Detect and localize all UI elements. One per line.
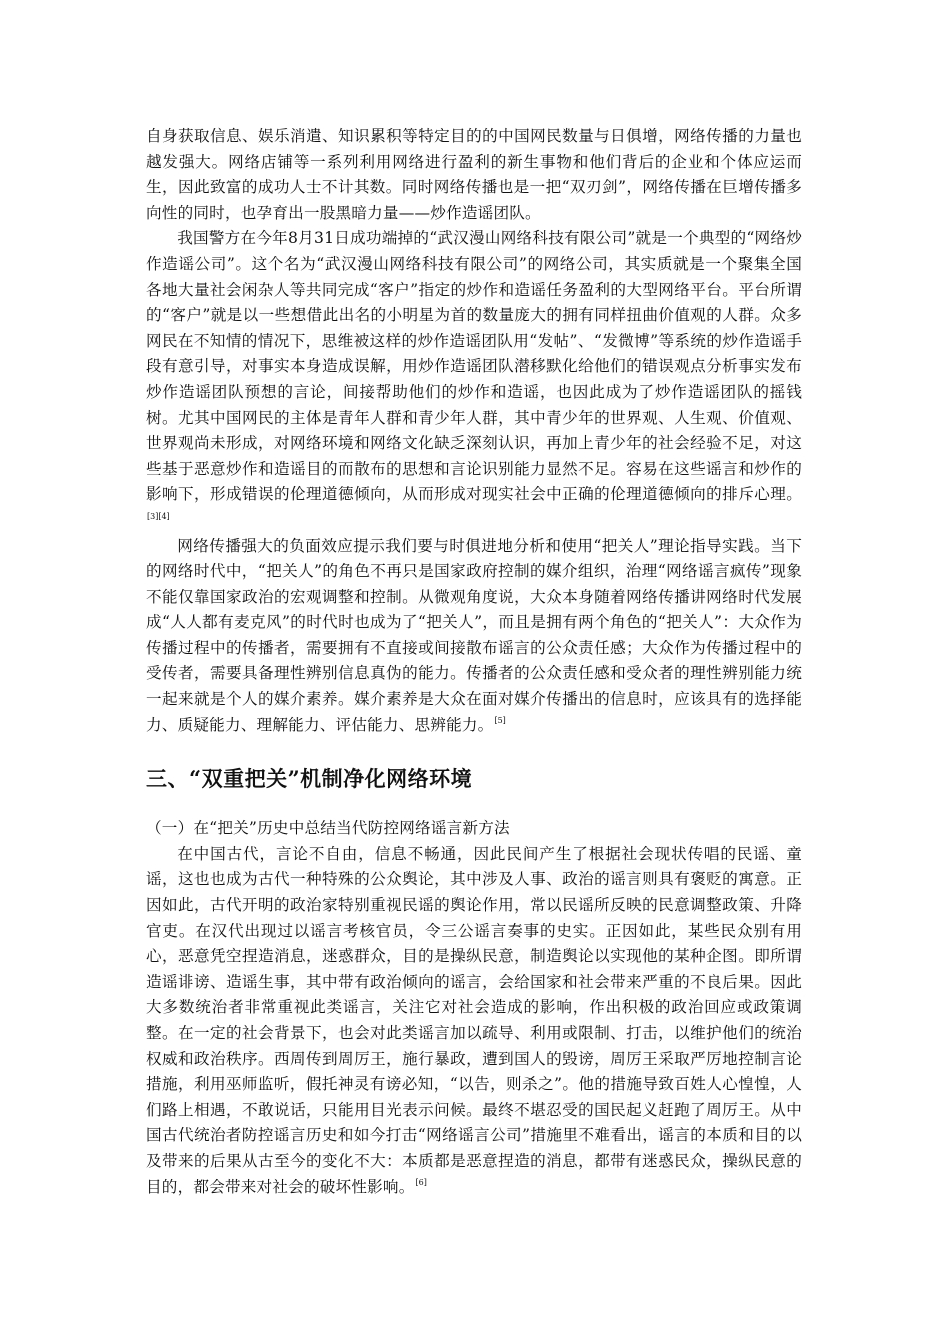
paragraph-text: 自身获取信息、娱乐消遣、知识累积等特定目的的中国网民数量与日俱增，网络传播的力量也越发强大。网络店铺等一系列利用网络进行盈利的新生事物和他们背后的企业和个体应运而生，因此致富的成功人士不计其数。同时网络传播也是一把“双刃剑”，网络传播在巨增传播多向性的同时，也孕育出一股黑暗力量——炒作造谣团队。 bbox=[146, 127, 802, 222]
citation-marker: [3][4] bbox=[147, 511, 170, 521]
paragraph-gatekeeper-theory bbox=[146, 534, 802, 739]
subsection-heading: （一）在“把关”历史中总结当代防控网络谣言新方法 bbox=[146, 819, 510, 838]
paragraph-wuhan-company bbox=[146, 226, 802, 533]
section-heading: 三、“双重把关”机制净化网络环境 bbox=[146, 766, 473, 792]
citation-marker: [6] bbox=[415, 1178, 427, 1188]
paragraph-text: 网络传播强大的负面效应提示我们要与时俱进地分析和使用“把关人”理论指导实践。当下的网络时代中，“把关人”的角色不再只是国家政府控制的媒介组织，治理“网络谣言疯传”现象不能仅靠国家政治的宏观调整和控制。从微观角度说，大众本身随着网络传播讲网络时代发展成“人人都有麦克风”的时代时也成为了“把关人”，而且是拥有两个角色的“把关人”：大众作为传播过程中的传播者，需要拥有不直接或间接散布谣言的公众责任感；大众作为传播过程中的受传者，需要具备理性辨别信息真伪的能力。传播者的公众责任感和受众者的理性辨别能力统一起来就是个人的媒介素养。媒介素养是大众在面对媒介传播出的信息时，应该具有的选择能力、质疑能力、理解能力、评估能力、思辨能力。 bbox=[146, 536, 802, 734]
paragraph-text: 我国警方在今年8月31日成功端掉的“武汉漫山网络科技有限公司”就是一个典型的“网络炒作造谣公司”。这个名为“武汉漫山网络科技有限公司”的网络公司，其实质就是一个聚集全国各地大量社会闲杂人等共同完成“客户”指定的炒作和造谣任务盈利的大型网络平台。平台所谓的“客户”就是以一些想借此出名的小明星为首的数量庞大的拥有同样扭曲价值观的人群。众多网民在不知情的情况下，思维被这样的炒作造谣团队用“发帖”、“发微博”等系统的炒作造谣手段有意引导，对事实本身造成误解，用炒作造谣团队潜移默化给他们的错误观点分析事实发布炒作造谣团队预想的言论，间接帮助他们的炒作和造谣，也因此成为了炒作造谣团队的摇钱树。尤其中国网民的主体是青年人群和青少年人群，其中青少年的世界观、人生观、价值观、世界观尚未形成，对网络环境和网络文化缺乏深刻认识，再加上青少年的社会经验不足，对这些基于恶意炒作和造谣目的而散布的思想和言论识别能力显然不足。容易在这些谣言和炒作的影响下，形成错误的伦理道德倾向，从而形成对现实社会中正确的伦理道德倾向的排斥心理。 bbox=[146, 229, 802, 504]
paragraph-text: 在中国古代，言论不自由，信息不畅通，因此民间产生了根据社会现状传唱的民谣、童谣，这也也成为古代一种特殊的公众舆论，其中涉及人事、政治的谣言则具有褒贬的寓意。正因如此，古代开明的政治家特别重视民谣的舆论作用，常以民谣所反映的民意调整政策、升降官吏。在汉代出现过以谣言考核官员，令三公谣言奏事的史实。正因如此，某些民众别有用心，恶意凭空捏造消息，迷惑群众，目的是操纵民意，制造舆论以实现他的某种企图。即所谓造谣诽谤、造谣生事，其中带有政治倾向的谣言，会给国家和社会带来严重的不良后果。因此大多数统治者非常重视此类谣言，关注它对社会造成的影响，作出积极的政治回应或政策调整。在一定的社会背景下，也会对此类谣言加以疏导、利用或限制、打击，以维护他们的统治权威和政治秩序。西周传到周厉王，施行暴政，遭到国人的毁谤，周厉王采取严厉地控制言论措施，利用巫师监听，假托神灵有谤必知，“以告，则杀之”。他的措施导致百姓人心惶惶，人们路上相遇，不敢说话，只能用目光表示问候。最终不堪忍受的国民起义赶跑了周厉王。从中国古代统治者防控谣言历史和如今打击“网络谣言公司”措施里不难看出，谣言的本质和目的以及带来的后果从古至今的变化不大：本质都是恶意捏造的消息，都带有迷惑民众，操纵民意的目的，都会带来对社会的破坏性影响。 bbox=[146, 844, 802, 1196]
paragraph-intro-continued bbox=[146, 124, 802, 226]
citation-marker: [5] bbox=[494, 716, 506, 726]
paragraph-ancient-rumors bbox=[146, 842, 802, 1200]
